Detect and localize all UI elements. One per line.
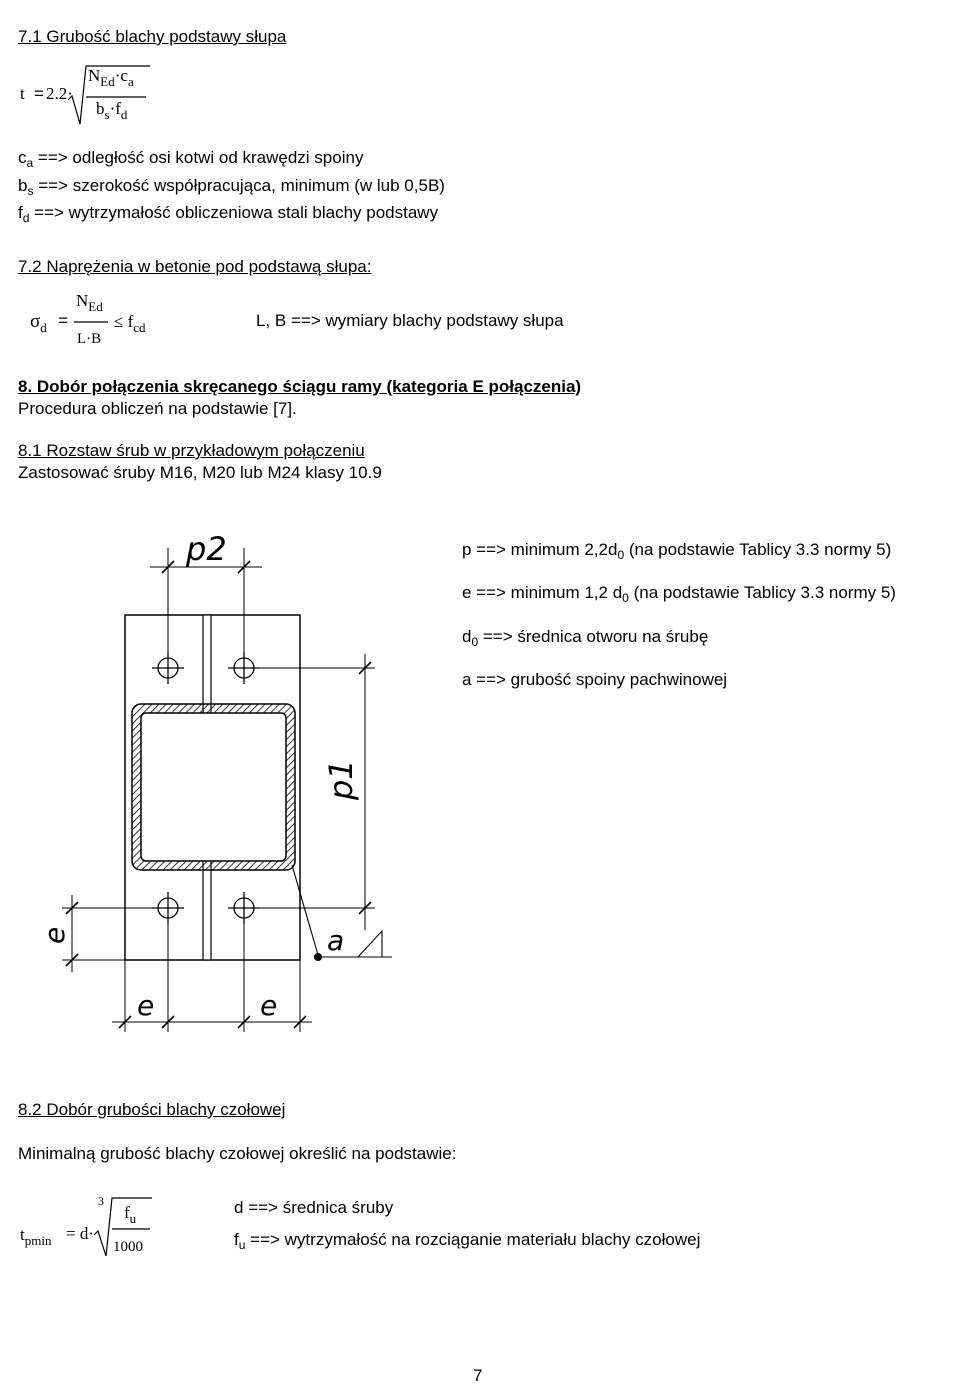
section-8-2-text: Minimalną grubość blachy czołowej określić na podstawie: bbox=[18, 1144, 457, 1163]
legend-a: a ==> grubość spoiny pachwinowej bbox=[462, 670, 728, 689]
def-fd: $f_d$ ==> wytrzymałość obliczeniowa stali blachy podstawy bbox=[18, 203, 439, 225]
section-8-1-heading: 8.1 Rozstaw śrub w przykładowym połączeniu bbox=[18, 441, 365, 460]
label-p2: p2 bbox=[186, 530, 227, 568]
label-e-bottom-1: e bbox=[137, 989, 155, 1022]
label-e-left: e bbox=[38, 926, 71, 944]
legend-p: p ==> minimum $2,2d_0$ (na podstawie Tablicy 3.3 normy 5) bbox=[462, 540, 892, 562]
tpmin-eq: = d· bbox=[66, 1224, 94, 1243]
def-d: d ==> średnica śruby bbox=[234, 1198, 394, 1217]
stress-eq: = bbox=[58, 311, 68, 330]
tpmin-denominator: 1000 bbox=[113, 1239, 143, 1255]
legend-d0: $d_0$ ==> średnica otworu na śrubę bbox=[462, 627, 709, 649]
label-p1: p1 bbox=[322, 759, 360, 800]
section-7-1-heading: 7.1 Grubość blachy podstawy słupa bbox=[18, 27, 287, 46]
tpmin-numerator: $f_u$ bbox=[124, 1203, 137, 1226]
root-index: 3 bbox=[98, 1194, 104, 1208]
section-8-heading: 8. Dobór połączenia skręcanego ściągu ramy (kategoria E połączenia) bbox=[18, 377, 582, 396]
sqrt-sign-7-1 bbox=[68, 66, 150, 124]
def-bs: $b_s$ ==> szerokość współpracująca, minimum (w lub 0,5B) bbox=[18, 176, 445, 198]
section-8-1-text: Zastosować śruby M16, M20 lub M24 klasy 10.9 bbox=[18, 463, 382, 482]
def-fu: $f_u$ ==> wytrzymałość na rozciąganie materiału blachy czołowej bbox=[234, 1230, 701, 1252]
formula-numerator: $N_{Ed}\cdot c_a$ bbox=[88, 66, 134, 89]
formula-lhs: t bbox=[20, 84, 25, 103]
stress-denominator: L·B bbox=[77, 331, 102, 347]
stress-note: L, B ==> wymiary blachy podstawy słupa bbox=[256, 311, 564, 330]
label-a: a bbox=[327, 924, 345, 957]
legend-e: e ==> minimum 1,2 $d_0$ (na podstawie Tablicy 3.3 normy 5) bbox=[462, 583, 896, 605]
def-ca: $c_a$ ==> odległość osi kotwi od krawędzi spoiny bbox=[18, 148, 364, 170]
hollow-section bbox=[132, 704, 295, 870]
formula-coef: 2.2· bbox=[46, 84, 73, 103]
page-number: 7 bbox=[473, 1366, 483, 1385]
label-e-bottom-2: e bbox=[260, 989, 278, 1022]
section-7-2-heading: 7.2 Naprężenia w betonie pod podstawą słupa: bbox=[18, 257, 372, 276]
formula-eq: = bbox=[34, 84, 44, 103]
formula-denominator: $b_s\cdot f_d$ bbox=[96, 99, 128, 122]
tpmin-lhs: $t_{pmin}$ bbox=[20, 1225, 52, 1248]
stress-numerator: $N_{Ed}$ bbox=[76, 291, 103, 314]
stress-rhs: ≤ $f_{cd}$ bbox=[114, 312, 146, 335]
sigma-symbol: $\sigma_d$ bbox=[30, 311, 47, 335]
section-8-subtext: Procedura obliczeń na podstawie [7]. bbox=[18, 399, 297, 418]
section-8-2-heading: 8.2 Dobór grubości blachy czołowej bbox=[18, 1100, 286, 1119]
